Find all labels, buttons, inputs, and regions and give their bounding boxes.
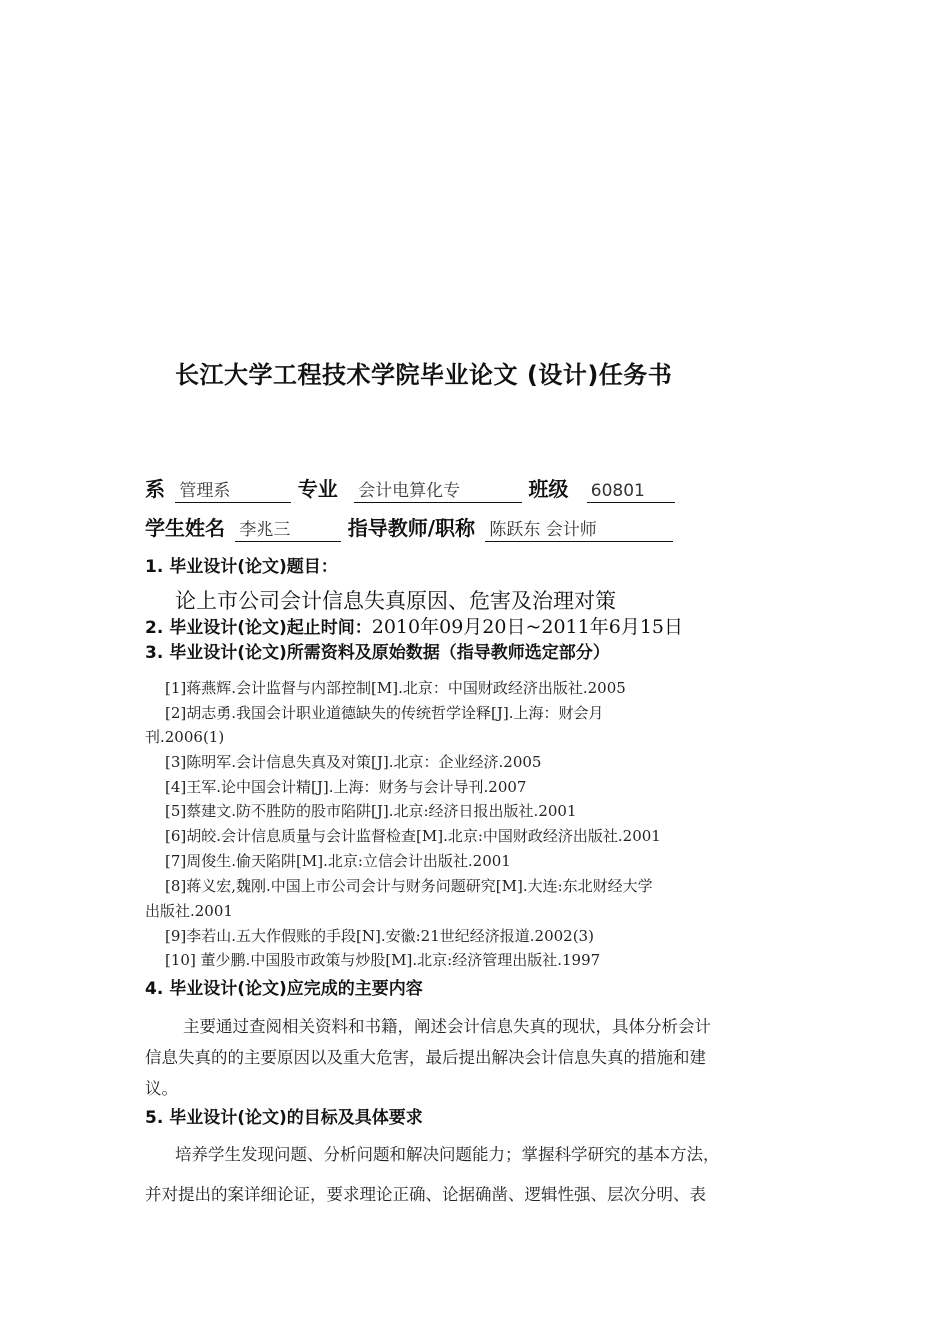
section-5-paragraph-line: 培养学生发现问题、分析问题和解决问题能力；掌握科学研究的基本方法， xyxy=(175,1145,720,1164)
reference-item: [5]蔡建文.防不胜防的股市陷阱[J].北京:经济日报出版社.2001 xyxy=(165,802,577,820)
reference-item-continued: 刊.2006(1) xyxy=(145,728,225,746)
reference-item: [4]王军.论中国会计精[J].上海：财务与会计导刊.2007 xyxy=(165,778,527,796)
section-1-heading: 1. 毕业设计(论文)题目： xyxy=(145,557,338,577)
section-4-paragraph-line: 信息失真的的主要原因以及重大危害，最后提出解决会计信息失真的措施和建 xyxy=(145,1048,706,1067)
student-value: 李兆三 xyxy=(235,519,341,542)
document-title: 长江大学工程技术学院毕业论文 (设计)任务书 xyxy=(175,361,673,389)
section-5-heading: 5. 毕业设计(论文)的目标及具体要求 xyxy=(145,1108,423,1128)
section-2-heading: 2. 毕业设计(论文)起止时间： xyxy=(145,618,372,638)
reference-item: [3]陈明军.会计信息失真及对策[J].北京：企业经济.2005 xyxy=(165,753,542,771)
section-4-paragraph-line: 议。 xyxy=(145,1079,178,1098)
section-5-paragraph-line: 并对提出的案详细论证，要求理论正确、论据确凿、逻辑性强、层次分明、表 xyxy=(145,1185,706,1204)
section-4-heading: 4. 毕业设计(论文)应完成的主要内容 xyxy=(145,979,423,999)
reference-item-continued: 出版社.2001 xyxy=(145,902,233,920)
thesis-topic: 论上市公司会计信息失真原因、危害及治理对策 xyxy=(175,589,616,613)
advisor-value: 陈跃东 会计师 xyxy=(485,519,673,542)
section-4-paragraph-line: 主要通过查阅相关资料和书籍，阐述会计信息失真的现状，具体分析会计 xyxy=(183,1017,711,1036)
advisor-label: 指导教师/职称 xyxy=(347,516,476,540)
reference-item: [9]李若山.五大作假账的手段[N].安徽:21世纪经济报道.2002(3) xyxy=(165,927,594,945)
reference-item: [1]蒋燕辉.会计监督与内部控制[M].北京：中国财政经济出版社.2005 xyxy=(165,679,626,697)
section-2-dates: 2010年09月20日~2011年6月15日 xyxy=(371,616,683,638)
major-value: 会计电算化专 xyxy=(354,480,522,503)
class-value: 60801 xyxy=(587,480,675,503)
info-row-1 xyxy=(145,473,675,503)
info-row-2 xyxy=(145,512,673,542)
class-label: 班级 xyxy=(528,477,569,501)
dept-label: 系 xyxy=(145,477,165,501)
reference-item: [2]胡志勇.我国会计职业道德缺失的传统哲学诠释[J].上海：财会月 xyxy=(165,704,604,722)
reference-item: [7]周俊生.偷天陷阱[M].北京:立信会计出版社.2001 xyxy=(165,852,511,870)
reference-item: [10] 董少鹏.中国股市政策与炒股[M].北京:经济管理出版社.1997 xyxy=(165,951,601,969)
section-3-heading: 3. 毕业设计(论文)所需资料及原始数据（指导教师选定部分） xyxy=(145,643,610,663)
section-2-line xyxy=(145,612,683,639)
major-label: 专业 xyxy=(297,477,338,501)
dept-value: 管理系 xyxy=(175,480,291,503)
reference-item: [8]蒋义宏,魏刚.中国上市公司会计与财务问题研究[M].大连:东北财经大学 xyxy=(165,877,653,895)
student-label: 学生姓名 xyxy=(145,516,225,540)
reference-item: [6]胡皎.会计信息质量与会计监督检查[M].北京:中国财政经济出版社.2001 xyxy=(165,827,661,845)
